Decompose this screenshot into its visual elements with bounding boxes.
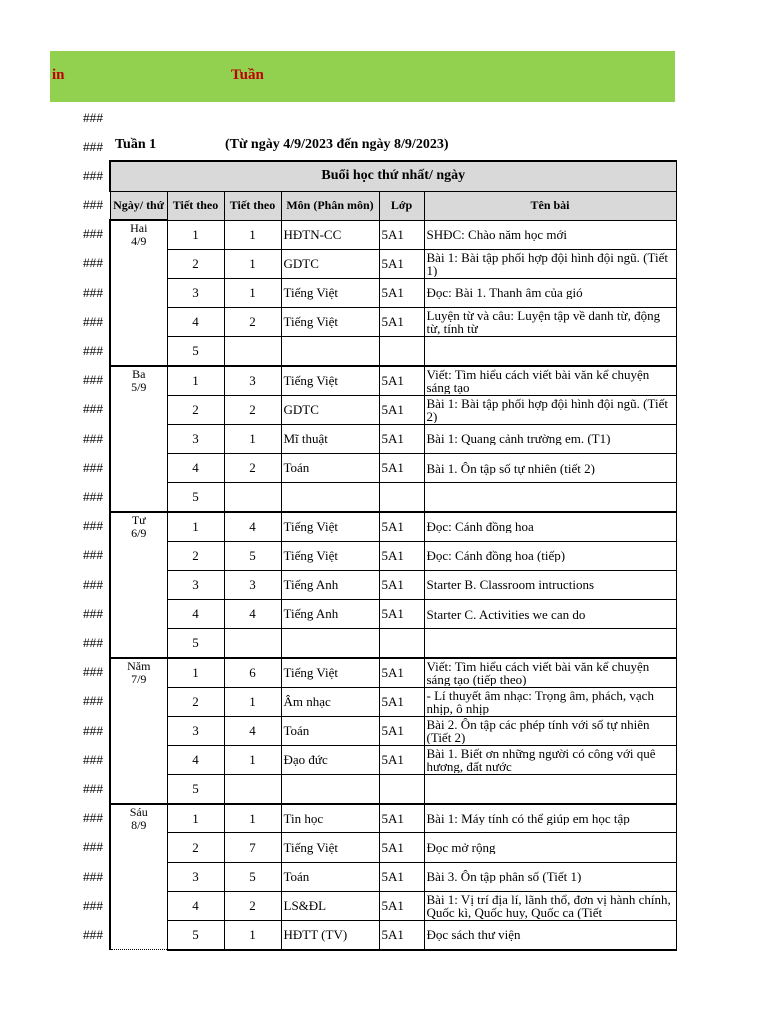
period-cell: 3 <box>167 862 224 891</box>
lesson-number-cell: 4 <box>224 716 281 745</box>
lesson-title: Bài 1: Bài tập phối hợp đội hình đội ngũ. (Tiết 2) <box>426 396 668 423</box>
schedule-table <box>109 160 677 951</box>
class-cell: 5A1 <box>379 862 424 891</box>
class-cell: 5A1 <box>379 599 424 628</box>
lesson-title-cell <box>424 658 676 687</box>
class-cell: 5A1 <box>379 278 424 307</box>
period-cell: 2 <box>167 833 224 862</box>
subject-cell <box>281 483 379 512</box>
row-marker: ### <box>83 665 104 680</box>
table-row <box>110 424 676 453</box>
lesson-title-cell <box>424 278 676 307</box>
class-cell: 5A1 <box>379 308 424 337</box>
period-cell: 2 <box>167 395 224 424</box>
lesson-title: Viết: Tìm hiểu cách viết bài văn kể chuyện sáng tạo (tiếp theo) <box>426 659 650 686</box>
day-date: 6/9 <box>131 525 147 540</box>
lesson-title: Bài 1. Biết ơn những người có công với quê hương, đất nước <box>426 746 656 773</box>
class-cell: 5A1 <box>379 512 424 541</box>
lesson-title: Bài 2. Ôn tập các phép tính với số tự nhiên (Tiết 2) <box>426 717 650 744</box>
header-banner <box>50 51 675 102</box>
lesson-number-cell: 5 <box>224 862 281 891</box>
lesson-number-cell: 2 <box>224 395 281 424</box>
subject-cell: Tiếng Việt <box>281 658 379 687</box>
lesson-title: Bài 1. Ôn tập số tự nhiên (tiết 2) <box>426 461 595 475</box>
table-row <box>110 220 676 249</box>
table-row <box>110 308 676 337</box>
lesson-title: Đọc mở rộng <box>426 841 496 855</box>
subject-cell: Tiếng Anh <box>281 570 379 599</box>
subject-cell: Tiếng Việt <box>281 308 379 337</box>
class-cell: 5A1 <box>379 454 424 483</box>
lesson-title: Đọc: Bài 1. Thanh âm của gió <box>426 286 583 300</box>
header-period: Tiết theo <box>167 191 224 220</box>
lesson-title-cell <box>424 249 676 278</box>
lesson-title: SHĐC: Chào năm học mới <box>426 228 567 242</box>
class-cell <box>379 629 424 658</box>
period-cell: 1 <box>167 220 224 249</box>
row-marker: ### <box>83 344 104 358</box>
table-row <box>110 745 676 774</box>
class-cell <box>379 483 424 512</box>
lesson-number-cell: 4 <box>224 512 281 541</box>
table-row <box>110 366 676 395</box>
lesson-title: Bài 1: Bài tập phối hợp đội hình đội ngũ. (Tiết 1) <box>426 250 668 277</box>
lesson-number-cell: 1 <box>224 745 281 774</box>
subject-cell <box>281 775 379 804</box>
row-marker: ### <box>83 402 104 417</box>
table-row <box>110 833 676 862</box>
row-marker: ### <box>83 431 104 446</box>
lesson-number-cell: 1 <box>224 921 281 950</box>
week-date-range: (Từ ngày 4/9/2023 đến ngày 8/9/2023) <box>225 137 449 152</box>
subject-cell: Tiếng Việt <box>281 366 379 395</box>
period-cell: 4 <box>167 308 224 337</box>
row-marker: ### <box>83 752 104 767</box>
lesson-number-cell <box>224 775 281 804</box>
class-cell <box>379 337 424 366</box>
day-cell <box>110 220 167 366</box>
header-subject: Môn (Phân môn) <box>281 191 379 220</box>
lesson-title: Bài 3. Ôn tập phân số (Tiết 1) <box>426 870 582 884</box>
table-row <box>110 862 676 891</box>
subject-cell: Toán <box>281 716 379 745</box>
lesson-title-cell <box>424 833 676 862</box>
lesson-title-cell <box>424 629 676 658</box>
table-row <box>110 278 676 307</box>
lesson-title: Bài 1: Máy tính có thể giúp em học tập <box>426 812 630 826</box>
class-cell: 5A1 <box>379 716 424 745</box>
period-cell: 1 <box>167 512 224 541</box>
lesson-title-cell <box>424 337 676 366</box>
table-row <box>110 541 676 570</box>
class-cell: 5A1 <box>379 366 424 395</box>
lesson-title-cell <box>424 454 676 483</box>
subject-cell <box>281 337 379 366</box>
class-cell: 5A1 <box>379 891 424 920</box>
lesson-number-cell: 1 <box>224 220 281 249</box>
lesson-title: Đọc sách thư viện <box>426 928 521 942</box>
subject-cell: Mĩ thuật <box>281 424 379 453</box>
lesson-title: Đọc: Cánh đồng hoa (tiếp) <box>426 549 566 563</box>
class-cell <box>379 775 424 804</box>
row-marker: ### <box>83 811 104 826</box>
lesson-title-cell <box>424 599 676 628</box>
header-class: Lớp <box>379 191 424 220</box>
period-cell: 1 <box>167 658 224 687</box>
class-cell: 5A1 <box>379 804 424 833</box>
banner-week-label: Tuần <box>231 67 264 83</box>
period-cell: 5 <box>167 921 224 950</box>
day-cell <box>110 512 167 658</box>
period-cell: 4 <box>167 599 224 628</box>
lesson-title-cell <box>424 716 676 745</box>
table-row <box>110 921 676 950</box>
table-row <box>110 629 676 658</box>
day-cell <box>110 804 167 950</box>
row-marker: ### <box>83 256 104 271</box>
table-row <box>110 454 676 483</box>
subject-cell: Tiếng Việt <box>281 833 379 862</box>
lesson-title: Bài 1: Vị trí địa lí, lãnh thổ, đơn vị hành chính, Quốc kì, Quốc huy, Quốc ca (Tiết <box>426 892 671 919</box>
row-marker: ### <box>83 314 104 329</box>
lesson-number-cell: 1 <box>224 804 281 833</box>
class-cell: 5A1 <box>379 395 424 424</box>
lesson-title-cell <box>424 512 676 541</box>
table-row <box>110 599 676 628</box>
class-cell: 5A1 <box>379 220 424 249</box>
subject-cell: LS&ĐL <box>281 891 379 920</box>
table-header-row <box>110 191 676 220</box>
lesson-number-cell: 2 <box>224 308 281 337</box>
table-row <box>110 337 676 366</box>
subject-cell: GDTC <box>281 249 379 278</box>
subject-cell: Đạo đức <box>281 745 379 774</box>
table-row <box>110 658 676 687</box>
lesson-title-cell <box>424 891 676 920</box>
row-marker: ### <box>83 636 104 650</box>
row-marker: ### <box>83 606 104 621</box>
day-date: 4/9 <box>131 234 147 248</box>
row-marker: ### <box>83 460 104 475</box>
class-cell: 5A1 <box>379 833 424 862</box>
class-cell: 5A1 <box>379 745 424 774</box>
lesson-title: Starter B. Classroom intructions <box>426 578 595 592</box>
class-cell: 5A1 <box>379 687 424 716</box>
row-marker: ### <box>83 140 104 154</box>
lesson-title: Luyện từ và câu: Luyện tập về danh từ, động từ, tính từ <box>426 309 661 336</box>
lesson-title: Bài 1: Quang cảnh trường em. (T1) <box>426 432 611 446</box>
period-cell: 3 <box>167 424 224 453</box>
row-marker: ### <box>83 227 104 242</box>
row-marker: ### <box>83 169 104 183</box>
banner-left-text: in <box>52 67 65 83</box>
row-marker: ### <box>83 694 104 709</box>
day-cell <box>110 658 167 804</box>
day-cell <box>110 366 167 512</box>
class-cell: 5A1 <box>379 424 424 453</box>
table-row <box>110 891 676 920</box>
period-cell: 2 <box>167 249 224 278</box>
row-marker: ### <box>83 111 104 125</box>
row-marker: ### <box>83 898 104 913</box>
week-title: Tuần 1 <box>115 137 157 152</box>
class-cell: 5A1 <box>379 541 424 570</box>
day-label: Tư <box>131 512 146 527</box>
day-label: Ba <box>132 366 146 381</box>
lesson-title-cell <box>424 745 676 774</box>
day-date: 7/9 <box>131 671 147 686</box>
row-marker: ### <box>83 519 104 534</box>
day-label: Sáu <box>129 804 148 819</box>
lesson-title-cell <box>424 687 676 716</box>
lesson-title-cell <box>424 804 676 833</box>
table-row <box>110 483 676 512</box>
lesson-title: Đọc: Cánh đồng hoa <box>426 520 534 534</box>
day-label: Năm <box>127 658 151 673</box>
period-cell: 1 <box>167 366 224 395</box>
lesson-number-cell: 1 <box>224 424 281 453</box>
lesson-number-cell: 3 <box>224 570 281 599</box>
row-marker: ### <box>83 548 104 563</box>
row-marker: ### <box>83 577 104 592</box>
subject-cell: HĐTT (TV) <box>281 921 379 950</box>
class-cell: 5A1 <box>379 658 424 687</box>
table-row <box>110 249 676 278</box>
period-cell: 3 <box>167 278 224 307</box>
lesson-number-cell: 6 <box>224 658 281 687</box>
table-title: Buổi học thứ nhất/ ngày <box>110 161 676 191</box>
table-row <box>110 570 676 599</box>
period-cell: 4 <box>167 891 224 920</box>
subject-cell: Toán <box>281 862 379 891</box>
lesson-number-cell <box>224 337 281 366</box>
header-day: Ngày/ thứ <box>110 191 167 220</box>
period-cell: 2 <box>167 541 224 570</box>
subject-cell: Tin học <box>281 804 379 833</box>
lesson-number-cell: 2 <box>224 891 281 920</box>
row-marker: ### <box>83 928 104 942</box>
header-lesson-no: Tiết theo <box>224 191 281 220</box>
period-cell: 4 <box>167 745 224 774</box>
lesson-title-cell <box>424 483 676 512</box>
subject-cell: Toán <box>281 454 379 483</box>
period-cell: 4 <box>167 454 224 483</box>
day-date: 8/9 <box>131 817 147 832</box>
subject-cell: Âm nhạc <box>281 687 379 716</box>
lesson-title-cell <box>424 862 676 891</box>
row-marker: ### <box>83 840 104 855</box>
period-cell: 1 <box>167 804 224 833</box>
class-cell: 5A1 <box>379 249 424 278</box>
table-row <box>110 716 676 745</box>
class-cell: 5A1 <box>379 570 424 599</box>
header-lesson-title: Tên bài <box>424 191 676 220</box>
period-cell: 5 <box>167 483 224 512</box>
period-cell: 5 <box>167 775 224 804</box>
lesson-title: - Lí thuyết âm nhạc: Trọng âm, phách, vạch nhịp, ô nhịp <box>426 688 654 715</box>
table-title-row <box>110 161 676 191</box>
day-label: Hai <box>130 221 148 235</box>
lesson-number-cell <box>224 483 281 512</box>
lesson-title-cell <box>424 541 676 570</box>
lesson-title-cell <box>424 395 676 424</box>
row-marker: ### <box>83 723 104 738</box>
subject-cell: Tiếng Việt <box>281 512 379 541</box>
lesson-title: Starter C. Activities we can do <box>426 607 586 621</box>
lesson-title-cell <box>424 366 676 395</box>
lesson-title-cell <box>424 220 676 249</box>
table-row <box>110 687 676 716</box>
lesson-number-cell: 1 <box>224 687 281 716</box>
row-marker: ### <box>83 285 104 300</box>
period-cell: 2 <box>167 687 224 716</box>
table-row <box>110 395 676 424</box>
table-row <box>110 804 676 833</box>
day-date: 5/9 <box>131 379 147 394</box>
period-cell: 5 <box>167 337 224 366</box>
subject-cell: GDTC <box>281 395 379 424</box>
lesson-title-cell <box>424 424 676 453</box>
period-cell: 3 <box>167 570 224 599</box>
subject-cell <box>281 629 379 658</box>
lesson-number-cell: 3 <box>224 366 281 395</box>
lesson-title: Viết: Tìm hiểu cách viết bài văn kể chuyện sáng tạo <box>426 367 650 394</box>
subject-cell: Tiếng Việt <box>281 278 379 307</box>
row-marker: ### <box>83 869 104 884</box>
lesson-title-cell <box>424 775 676 804</box>
subject-cell: Tiếng Việt <box>281 541 379 570</box>
lesson-number-cell: 5 <box>224 541 281 570</box>
lesson-number-cell: 4 <box>224 599 281 628</box>
row-marker: ### <box>83 198 104 212</box>
table-row <box>110 775 676 804</box>
lesson-number-cell: 1 <box>224 278 281 307</box>
period-cell: 3 <box>167 716 224 745</box>
lesson-number-cell: 1 <box>224 249 281 278</box>
lesson-title-cell <box>424 921 676 950</box>
row-marker: ### <box>83 782 104 796</box>
row-marker: ### <box>83 490 104 504</box>
row-marker: ### <box>83 373 104 388</box>
subject-cell: HĐTN-CC <box>281 220 379 249</box>
lesson-number-cell <box>224 629 281 658</box>
lesson-title-cell <box>424 308 676 337</box>
subject-cell: Tiếng Anh <box>281 599 379 628</box>
class-cell: 5A1 <box>379 921 424 950</box>
period-cell: 5 <box>167 629 224 658</box>
table-row <box>110 512 676 541</box>
lesson-number-cell: 7 <box>224 833 281 862</box>
lesson-number-cell: 2 <box>224 454 281 483</box>
lesson-title-cell <box>424 570 676 599</box>
